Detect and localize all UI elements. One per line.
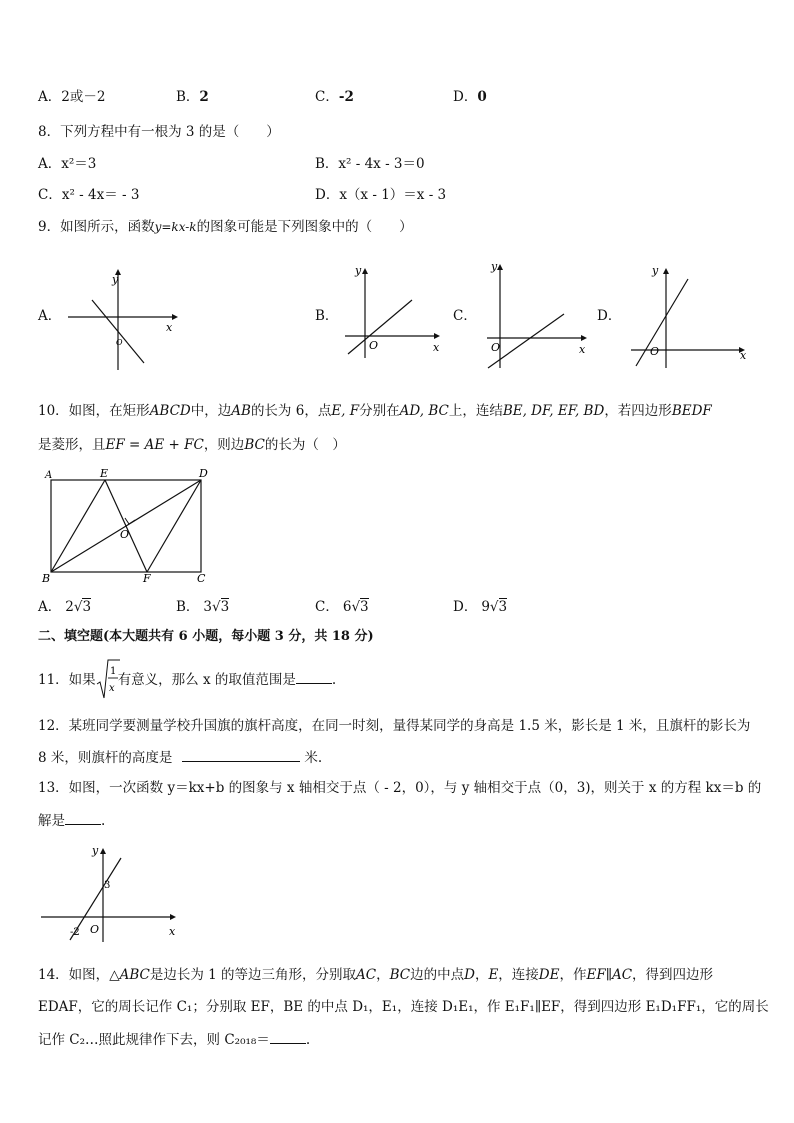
q9-stem-pre: 9．如图所示，函数: [38, 219, 155, 235]
q14-answer-blank: [270, 1030, 306, 1044]
q14-text: 边的中点: [410, 967, 465, 983]
q10-var: AD, BC: [399, 403, 449, 419]
q14-text: 是边长为 1 的等边三角形，分别取: [149, 967, 356, 983]
q11-line: [38, 665, 337, 694]
q9-d-origin: O: [650, 345, 660, 358]
q14-var: E: [488, 967, 499, 983]
q7-option-b-label: B．: [176, 89, 200, 105]
q9-b-y-label: y: [355, 264, 362, 277]
q10-text: 分别在: [359, 403, 400, 419]
q10-option-coef: 9: [481, 599, 490, 615]
q9-b-x-label: x: [433, 341, 440, 354]
section-2-title: 二、填空题(本大题共有 6 小题，每小题 3 分，共 18 分): [38, 629, 374, 644]
q11-post: 有意义，那么 x 的取值范围是: [117, 672, 296, 688]
q7-option-d-label: D．: [453, 89, 478, 105]
sqrt-symbol: √3: [351, 599, 369, 615]
q7-option-a: A．2或－2: [38, 89, 106, 105]
q7-option-c: [315, 88, 354, 106]
q10-text: 是菱形，且: [38, 437, 106, 453]
q10-text: 的长为（ ）: [264, 437, 346, 453]
q14-var: AC: [356, 967, 377, 983]
sqrt-symbol: √3: [489, 599, 508, 615]
q10-option-radicand: 3: [360, 599, 369, 615]
q7-option-c-value: -2: [338, 89, 354, 105]
q10-line-1: [38, 402, 712, 420]
q13-tick-3: 3: [104, 880, 111, 891]
q10-option-label: B．: [176, 599, 200, 615]
q14-text: 14．如图，: [38, 967, 110, 983]
q9-graph-b: [340, 262, 445, 362]
q10-var: AB: [231, 403, 251, 419]
q10-option-c: [315, 598, 369, 616]
q10-point-f: F: [143, 572, 151, 585]
q10-var: EF = AE + FC: [105, 437, 204, 453]
sqrt-symbol: √3: [212, 599, 230, 615]
q7-option-c-label: C．: [315, 89, 339, 105]
q10-text: 上，连结: [448, 403, 503, 419]
q13-x-label: x: [169, 925, 176, 938]
q9-stem: [38, 218, 413, 236]
q11-sqrt-fraction: [96, 665, 118, 694]
q9-d-y-label: y: [652, 264, 659, 277]
q14-text: ，: [474, 967, 489, 983]
q9-graph-a: [60, 265, 180, 375]
q10-line-2: [38, 436, 346, 454]
q10-option-d: [453, 598, 507, 616]
q14-text: 记作 C₂…照此规律作下去，则 C₂₀₁₈＝: [38, 1032, 270, 1048]
q14-var: BC: [389, 967, 411, 983]
q8-option-d: D．x（x - 1）＝x - 3: [315, 187, 447, 203]
q10-option-coef: 3: [203, 599, 213, 615]
q10-point-a: A: [45, 470, 53, 481]
q10-option-label: A．: [38, 599, 62, 615]
q10-var: BEDF: [671, 403, 712, 419]
q9-stem-post: 的图象可能是下列图象中的（ ）: [196, 219, 413, 235]
q10-var: E, F: [331, 403, 360, 419]
q10-option-a: [38, 598, 91, 616]
q14-line-2: EDAF，它的周长记作 C₁；分别取 EF，BE 的中点 D₁，E₁，连接 D₁E₁，作 E₁F₁∥EF，得到四边形 E₁D₁FF₁，它的周长: [38, 999, 769, 1015]
q13-end: .: [101, 813, 106, 829]
q9-c-x-label: x: [579, 343, 586, 356]
q14-line-3: [38, 1030, 310, 1049]
q14-var: EF∥AC: [586, 967, 633, 983]
q10-option-b: [176, 598, 229, 616]
q9-option-d-label: D．: [597, 308, 622, 324]
q10-text: ，则边: [203, 437, 245, 453]
q12-text: 8 米，则旗杆的高度是: [38, 750, 173, 766]
q11-denominator: x: [108, 682, 115, 694]
q10-point-o: O: [120, 528, 130, 541]
q11-numerator: 1: [109, 665, 117, 677]
q10-option-label: D．: [453, 599, 478, 615]
q14-text: ，得到四边形: [632, 967, 714, 983]
q13-line-1: 13．如图，一次函数 y＝kx+b 的图象与 x 轴相交于点（ - 2，0），与 y 轴相交于点（0，3)，则关于 x 的方程 kx＝b 的: [38, 780, 762, 796]
q13-tick-neg2: -2: [70, 927, 80, 938]
q14-text: ，作: [559, 967, 587, 983]
q10-option-coef: 2: [65, 599, 74, 615]
q8-option-a: A．x²＝3: [38, 156, 97, 172]
q13-origin: O: [90, 923, 100, 936]
q11-end: .: [331, 672, 337, 688]
q14-var: D: [464, 967, 475, 983]
q9-c-y-label: y: [491, 260, 498, 273]
q10-text: 10．如图，在矩形: [38, 403, 150, 419]
q12-line-2: [38, 748, 322, 767]
q10-option-radicand: 3: [220, 599, 230, 615]
q13-answer-blank: [65, 811, 101, 825]
q9-graph-c: [484, 258, 594, 373]
q7-option-d: [453, 88, 487, 106]
q10-text: 的长为 6，点: [250, 403, 332, 419]
q9-c-origin: O: [491, 341, 501, 354]
q14-end: .: [305, 1032, 311, 1048]
q12-unit: 米.: [304, 750, 323, 766]
q10-text: ，若四边形: [604, 403, 672, 419]
q10-figure: [38, 466, 218, 586]
q8-option-c: C．x² - 4x＝ - 3: [38, 187, 140, 203]
q13-y-label: y: [92, 844, 99, 857]
q9-option-c-label: C．: [453, 308, 477, 324]
q14-text: ，连接: [498, 967, 539, 983]
q12-answer-blank: [182, 748, 300, 762]
q10-option-radicand: 3: [82, 599, 92, 615]
q13-text: 解是: [38, 813, 65, 829]
q10-option-coef: 6: [342, 599, 352, 615]
q10-point-d: D: [199, 467, 208, 480]
q9-a-origin: O: [116, 338, 123, 347]
q14-var: DE: [538, 967, 560, 983]
q10-point-e: E: [100, 467, 109, 480]
q12-line-1: 12．某班同学要测量学校升国旗的旗杆高度，在同一时刻，量得某同学的身高是 1.5 米，影长是 1 米，且旗杆的影长为: [38, 718, 751, 734]
q10-point-c: C: [197, 572, 206, 585]
q10-option-radicand: 3: [498, 599, 508, 615]
q7-option-d-value: 0: [477, 89, 487, 105]
q7-option-b-value: 2: [199, 89, 209, 105]
q9-a-y-label: y: [112, 273, 119, 286]
q9-option-b-label: B．: [315, 308, 339, 324]
q13-line-2: [38, 811, 105, 830]
q9-b-origin: O: [369, 339, 379, 352]
q10-text: 中，边: [190, 403, 232, 419]
q11-pre: 11．如果: [38, 672, 96, 688]
q10-var: BC: [244, 437, 265, 453]
q9-option-a-label: A．: [38, 308, 62, 324]
q9-d-x-label: x: [740, 349, 747, 362]
q7-option-b: [176, 88, 209, 106]
q10-var: BE, DF, EF, BD: [502, 403, 605, 419]
q8-option-b: B．x² - 4x - 3＝0: [315, 156, 425, 172]
q9-function: y=kx-k: [154, 220, 197, 234]
q14-var: △ABC: [109, 967, 150, 983]
q14-text: ，: [376, 967, 390, 983]
q13-graph: [38, 840, 188, 945]
q10-option-label: C．: [315, 599, 339, 615]
q9-a-x-label: x: [166, 321, 173, 334]
q10-var: ABCD: [149, 403, 191, 419]
q8-stem: 8．下列方程中有一根为 3 的是（ ）: [38, 124, 280, 140]
q11-answer-blank: [296, 670, 332, 684]
sqrt-symbol: √3: [73, 599, 92, 615]
q10-point-b: B: [42, 572, 51, 585]
q9-graph-d: [628, 262, 753, 372]
q14-line-1: [38, 966, 713, 984]
